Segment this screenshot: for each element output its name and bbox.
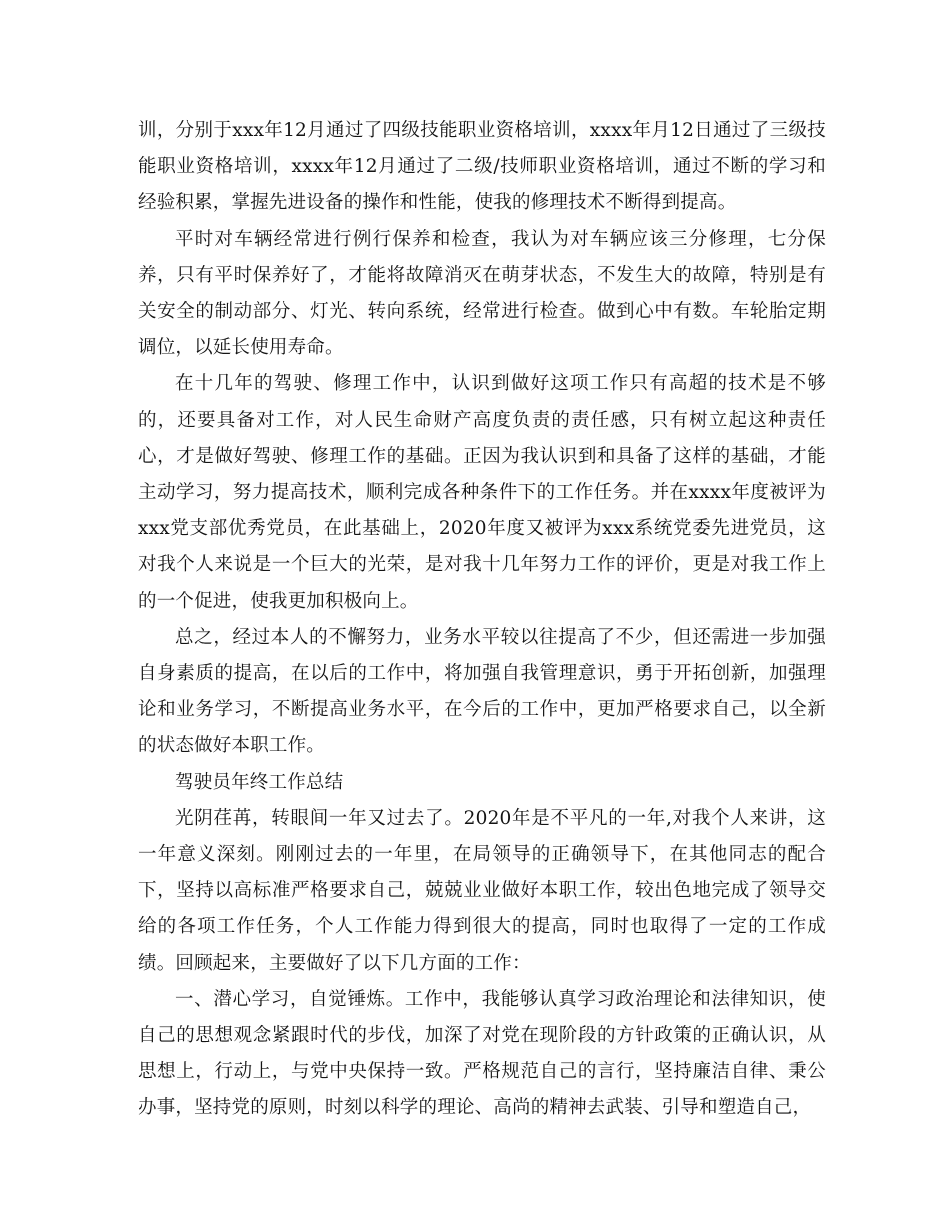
paragraph-year-review: 光阴荏苒，转眼间一年又过去了。2020年是不平凡的一年,对我个人来讲，这一年意义深刻。刚刚过去的一年里，在局领导的正确领导下，在其他同志的配合下，坚持以高标准严格要求自己，兢兢业业做好本职工作，较出色地完成了领导交给的各项工作任务，个人工作能力得到很大的提高，同时也取得了一定的工作成绩。回顾起来，主要做好了以下几方面的工作： (138, 807, 826, 974)
document-body (138, 113, 826, 1127)
section-heading: 驾驶员年终工作总结 (175, 771, 344, 793)
paragraph-responsibility: 在十几年的驾驶、修理工作中，认识到做好这项工作只有高超的技术是不够的，还要具备对工作，对人民生命财产高度负责的责任感，只有树立起这种责任心，才是做好驾驶、修理工作的基础。正因为我认识到和具备了这样的基础，才能主动学习，努力提高技术，顺利完成各种条件下的工作任务。并在xxxx年度被评为xxx党支部优秀党员，在此基础上，2020年度又被评为xxx系统党委先进党员，这对我个人来说是一个巨大的光荣，是对我十几年努力工作的评价，更是对我工作上的一个促进，使我更加积极向上。 (138, 373, 826, 612)
paragraph-vehicle-maintenance: 平时对车辆经常进行例行保养和检查，我认为对车辆应该三分修理，七分保养，只有平时保养好了，才能将故障消灭在萌芽状态，不发生大的故障，特别是有关安全的制动部分、灯光、转向系统，经常进行检查。做到心中有数。车轮胎定期调位，以延长使用寿命。 (138, 228, 826, 359)
paragraph-conclusion: 总之，经过本人的不懈努力，业务水平较以往提高了不少，但还需进一步加强自身素质的提高，在以后的工作中，将加强自我管理意识，勇于开拓创新，加强理论和业务学习，不断提高业务水平，在今后的工作中，更加严格要求自己，以全新的状态做好本职工作。 (138, 626, 826, 757)
paragraph-training-history: 训，分别于xxx年12月通过了四级技能职业资格培训，xxxx年月12日通过了三级技能职业资格培训，xxxx年12月通过了二级/技师职业资格培训，通过不断的学习和经验积累，掌握先进设备的操作和性能，使我的修理技术不断得到提高。 (138, 120, 826, 214)
paragraph-study-section: 一、潜心学习，自觉锤炼。工作中，我能够认真学习政治理论和法律知识，使自己的思想观念紧跟时代的步伐，加深了对党在现阶段的方针政策的正确认识，从思想上，行动上，与党中央保持一致。严格规范自己的言行，坚持廉洁自律、秉公办事，坚持党的原则，时刻以科学的理论、高尚的精神去武装、引导和塑造自己， (138, 988, 826, 1119)
